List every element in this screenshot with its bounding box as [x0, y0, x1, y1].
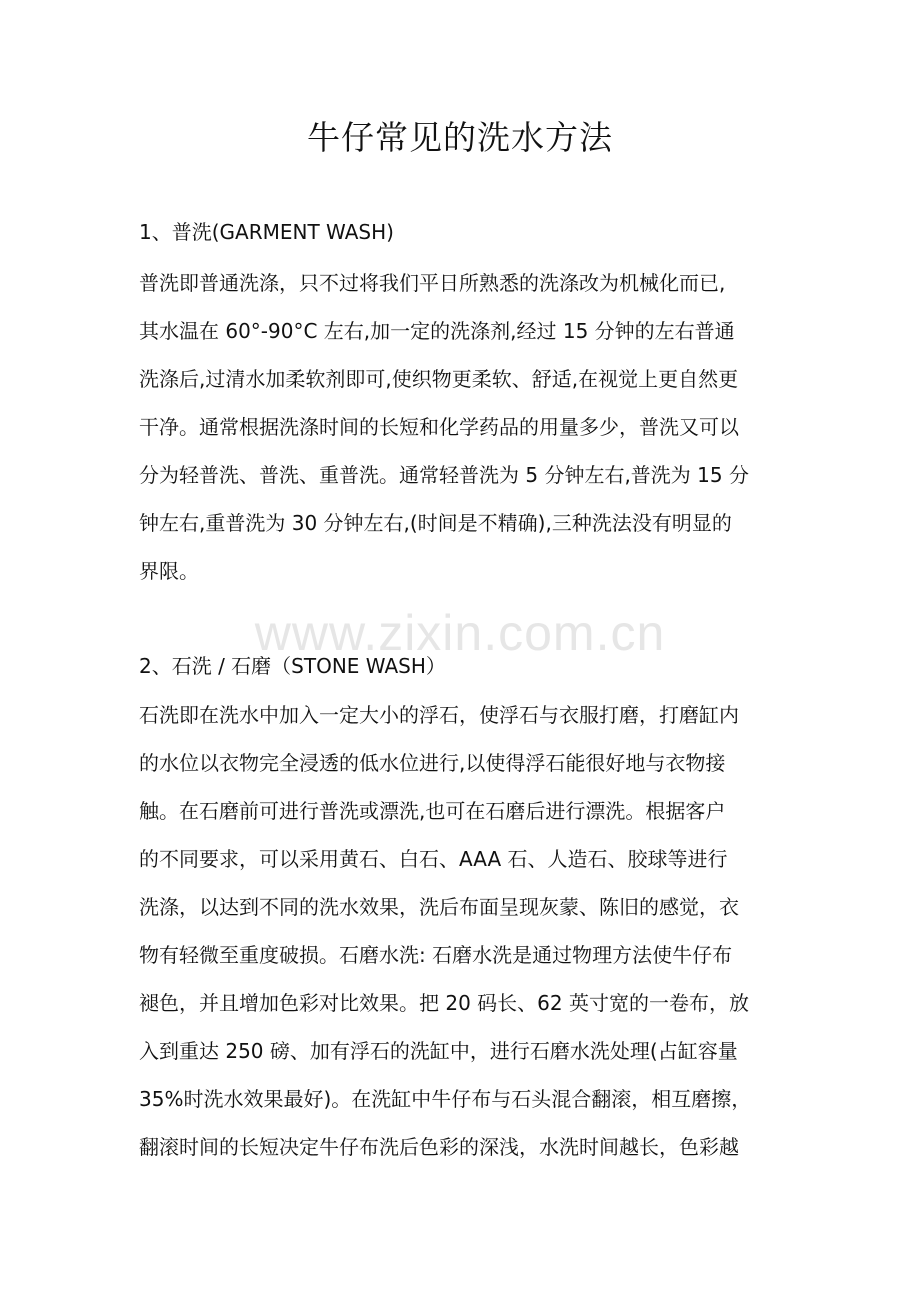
- paragraph-line: 界限。: [139, 559, 199, 583]
- paragraph-line: 的不同要求，可以采用黄石、白石、AAA 石、人造石、胶球等进行: [139, 847, 728, 871]
- paragraph-line: 触。在石磨前可进行普洗或漂洗,也可在石磨后进行漂洗。根据客户: [139, 799, 726, 823]
- paragraph-line: 石洗即在洗水中加入一定大小的浮石，使浮石与衣服打磨，打磨缸内: [139, 703, 739, 727]
- watermark-text: www.zixin.com.cn: [254, 605, 666, 661]
- paragraph-line: 褪色，并且增加色彩对比效果。把 20 码长、62 英寸宽的一卷布，放: [139, 991, 749, 1015]
- paragraph-line: 入到重达 250 磅、加有浮石的洗缸中，进行石磨水洗处理(占缸容量: [139, 1039, 738, 1063]
- paragraph-line: 其水温在 60°-90°C 左右,加一定的洗涤剂,经过 15 分钟的左右普通: [139, 319, 735, 343]
- paragraph-line: 洗涤，以达到不同的洗水效果，洗后布面呈现灰蒙、陈旧的感觉，衣: [139, 895, 739, 919]
- paragraph-line: 35%时洗水效果最好)。在洗缸中牛仔布与石头混合翻滚，相互磨擦，: [139, 1087, 752, 1111]
- section-heading-garment-wash: 1、普洗(GARMENT WASH): [139, 220, 394, 244]
- paragraph-line: 洗涤后,过清水加柔软剂即可,使织物更柔软、舒适,在视觉上更自然更: [139, 367, 739, 391]
- paragraph-line: 普洗即普通洗涤，只不过将我们平日所熟悉的洗涤改为机械化而已,: [139, 271, 726, 295]
- paragraph-line: 钟左右,重普洗为 30 分钟左右,(时间是不精确),三种洗法没有明显的: [139, 511, 732, 535]
- paragraph-line: 物有轻微至重度破损。石磨水洗: 石磨水洗是通过物理方法使牛仔布: [139, 943, 733, 967]
- paragraph-line: 翻滚时间的长短决定牛仔布洗后色彩的深浅，水洗时间越长，色彩越: [139, 1135, 739, 1159]
- section-body-garment-wash: [139, 259, 789, 595]
- paragraph-line: 分为轻普洗、普洗、重普洗。通常轻普洗为 5 分钟左右,普洗为 15 分: [139, 463, 749, 487]
- document-title: 牛仔常见的洗水方法: [307, 118, 613, 157]
- paragraph-line: 的水位以衣物完全浸透的低水位进行,以使得浮石能很好地与衣物接: [139, 751, 726, 775]
- section-heading-stone-wash: 2、石洗 / 石磨（STONE WASH）: [139, 654, 446, 678]
- paragraph-line: 干净。通常根据洗涤时间的长短和化学药品的用量多少，普洗又可以: [139, 415, 739, 439]
- section-body-stone-wash: [139, 691, 789, 1171]
